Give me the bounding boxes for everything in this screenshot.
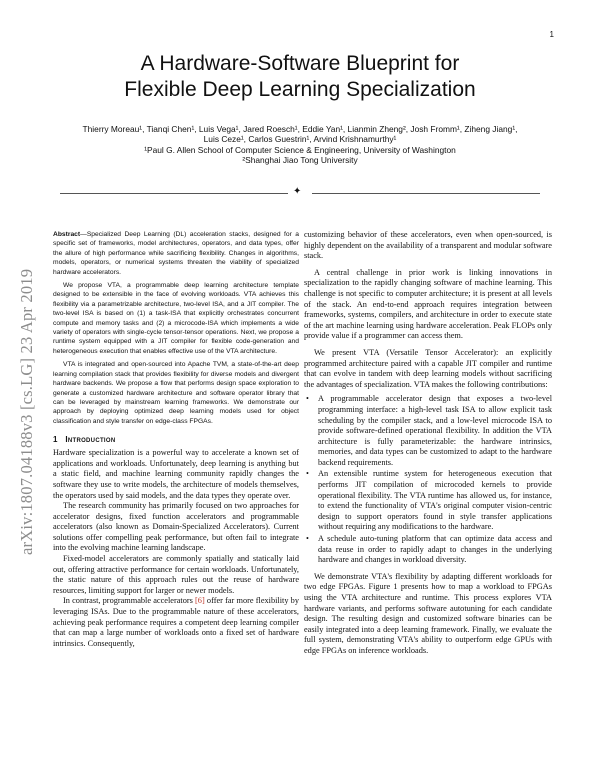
section-heading-introduction: [53, 435, 299, 444]
section-number: 1: [53, 435, 58, 445]
list-item: [304, 534, 552, 566]
right-paragraph-2: A central challenge in prior work is linking innovations in specialization to the rapidly changing software of machine learning. This challenge is not specific to computer architecture; it is present at all levels of the stack. An end-to-end approach requires integration between frameworks, systems, compilers, and architecture in order to execute state of the art machine learning using hardware acceleration. Peak FLOPs only provide value if a programmer can access them.: [304, 267, 552, 341]
right-paragraph-3: We present VTA (Versatile Tensor Accelerator): an explicitly programmed architecture paired with a capable JIT compiler and runtime that can evolve in tandem with deep learning models without sacrificing the advantages of specialization. VTA makes the following contributions:: [304, 347, 552, 389]
arxiv-stamp[interactable]: arXiv:1807.04188v3 [cs.LG] 23 Apr 2019: [17, 268, 36, 555]
intro-paragraph-1: Hardware specialization is a powerful way to accelerate a known set of applications and workloads. Unfortunately, deep learning is anything but a static field, and machine learning community rapidly changes the software they use to write models, the architecture of models themselves, the operators used by said models, and the data types they operate over.: [53, 448, 299, 500]
author-block: [40, 124, 560, 165]
bullet-icon: •: [306, 394, 309, 404]
ornament-icon: ✦: [293, 186, 302, 197]
list-item-text: A schedule auto-tuning platform that can optimize data access and data reuse in order to rapidly adapt to changes in the underlying hardware and changes in workload diversity.: [318, 534, 552, 565]
abstract-paragraph-2: We propose VTA, a programmable deep learning architecture template designed to be extensible in the face of evolving workloads. VTA achieves this flexibility via a parametrizable architecture, two-level ISA, and a JIT compiler. The two-level ISA is based on (1) a task-ISA that explicitly orchestrates concurrent compute and memory tasks and (2) a microcode-ISA which implements a wide variety of operators with single-cycle tensor-tensor operations. Next, we propose a runtime system equipped with a JIT compiler for flexible code-generation and heterogeneous execution that enables effective use of the VTA architecture.: [53, 282, 299, 355]
author-line-2: Luis Ceze¹, Carlos Guestrin¹, Arvind Krishnamurthy¹: [203, 134, 397, 145]
intro-paragraph-2: The research community has primarily focused on two approaches for accelerator designs, fixed function accelerators and programmable accelerators (also known as Domain-Specialized Accelerators). Current solutions offer compelling peak performance, but often fail to integrate into the evolving machine learning landscape.: [53, 501, 299, 553]
affiliation-2: ²Shanghai Jiao Tong University: [242, 154, 358, 165]
bullet-icon: •: [306, 469, 309, 479]
intro-p4-post: offer far more flexibility by leveraging ISAs. Due to the programmable nature of these accelerators, achieving peak performance requires a competent deep learning compiler that can map a large number of workloads onto a fixed set of hardware intrinsics. Consequently,: [53, 596, 299, 648]
contributions-list: [304, 394, 552, 566]
abstract-label: Abstract: [53, 231, 81, 238]
left-column: [53, 230, 299, 649]
divider-left: [60, 193, 288, 194]
list-item-text: An extensible runtime system for heterogeneous execution that performs JIT compilation of microcoded kernels to provide operational flexibility. The VTA runtime has allowed us, for instance, to extend the functionality of VTA's original computer vision-centric design to support operators found in style transfer applications without requiring any modifications to the hardware.: [318, 469, 552, 532]
title-line-1: A Hardware-Software Blueprint for: [140, 52, 460, 75]
list-item: [304, 469, 552, 533]
page-number: 1: [549, 30, 554, 39]
list-item-text: A programmable accelerator design that exposes a two-level programming interface: a high-level task ISA to allow explicit task scheduling by the compiler stack, and a low-level microcode ISA to provide software-defined operational flexibility. In addition the VTA architecture is fully parameterizable: the hardware intrinsics, memories, and data types can be customized to adapt to the hardware backend requirements.: [318, 394, 552, 467]
paper-title: [40, 51, 560, 103]
right-column: [304, 230, 552, 657]
section-title: Introduction: [65, 435, 116, 445]
right-paragraph-1: customizing behavior of these accelerators, even when open-sourced, is highly dependent on the availability of a transparent and modular software stack.: [304, 230, 552, 261]
divider-right: [312, 193, 540, 194]
right-paragraph-4: We demonstrate VTA's flexibility by adapting different workloads for two edge FPGAs. Figure 1 presents how to map a workload to FPGAs using the VTA architecture and runtime. This process explores VTA hardware variants, and performs software autotuning for each candidate design. The resulting design and customized software binaries can be easily integrated into a deep learning framework. Finally, we evaluate the full system, demonstrating VTA's ability to outperform edge GPUs with edge FPGAs on inference workloads.: [304, 571, 552, 655]
abstract-paragraph-1: [53, 230, 299, 277]
intro-paragraph-4: [53, 596, 299, 649]
author-line-1: Thierry Moreau¹, Tianqi Chen¹, Luis Vega¹, Jared Roesch¹, Eddie Yan¹, Lianmin Zheng², Josh Fromm¹, Ziheng Jiang¹,: [82, 124, 518, 134]
citation-link[interactable]: [6]: [195, 596, 205, 606]
intro-p4-pre: In contrast, programmable accelerators: [63, 596, 196, 606]
list-item: [304, 394, 552, 468]
abstract-paragraph-3: VTA is integrated and open-sourced into Apache TVM, a state-of-the-art deep learning compilation stack that provides flexibility for diverse models and divergent hardware backends. We propose a flow that performs design space exploration to generate a customized hardware architecture and software operator library that can be leveraged by mainstream learning frameworks. We demonstrate our approach by deploying optimized deep learning models used for object classification and style transfer on edge-class FPGAs.: [53, 361, 299, 425]
title-line-2: Flexible Deep Learning Specialization: [124, 78, 476, 101]
intro-paragraph-3: Fixed-model accelerators are commonly spatially and statically laid out, offering attractive performance for certain workloads. Unfortunately, the static nature of this approach rules out the reuse of hardware resources, limiting support for larger or newer models.: [53, 554, 299, 595]
bullet-icon: •: [306, 534, 309, 544]
abstract-text-1: —Specialized Deep Learning (DL) acceleration stacks, designed for a specific set of frameworks, model architectures, operators, and data types, offer the allure of high performance while sacrificing flexibility. Changes in algorithms, models, operators, or numerical systems threaten the viability of specialized hardware accelerators.: [53, 231, 299, 276]
affiliation-1: ¹Paul G. Allen School of Computer Science & Engineering, University of Washington: [144, 144, 456, 155]
